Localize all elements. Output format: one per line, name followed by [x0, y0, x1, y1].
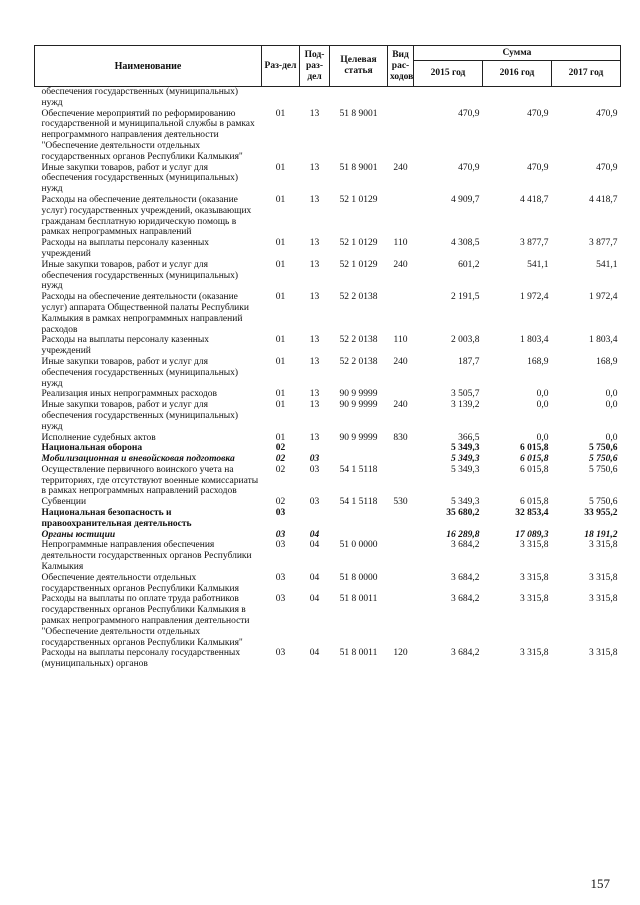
row-razdel: 01	[275, 259, 286, 270]
row-sum-2017: 0,0	[605, 400, 618, 411]
table-row	[35, 497, 621, 508]
row-name: Национальная оборона	[41, 443, 143, 454]
row-target-article	[330, 443, 388, 454]
row-name: Исполнение судебных актов	[41, 432, 156, 443]
row-sum-2015: 3 684,2	[451, 648, 480, 659]
table-row	[35, 433, 621, 444]
row-expense-type: 110	[393, 238, 408, 249]
row-target-article: 51 8 9001	[339, 162, 378, 173]
row-name: Расходы на выплаты по оплате труда работников государственных органов Республики Калмыкия в рамках непрограммного направления деятельности "Обеспечение деятельности отдельных государственных органов Республики Калмыкия"	[41, 594, 250, 648]
row-razdel: 03	[275, 594, 286, 605]
row-sum-2015: 35 680,2	[446, 508, 480, 519]
table-row	[35, 292, 621, 335]
row-sum-2016: 32 853,4	[515, 508, 549, 519]
row-name: Обеспечение деятельности отдельных государственных органов Республики Калмыкия	[41, 572, 239, 594]
row-sum-2015: 470,9	[458, 108, 480, 119]
row-expense-type	[388, 530, 414, 541]
row-razdel: 03	[275, 508, 286, 519]
row-sum-2017: 1 972,4	[589, 292, 618, 303]
row-sum-2017: 4 418,7	[589, 194, 618, 205]
row-sum-2016: 470,9	[527, 162, 549, 173]
row-podrazdel: 13	[309, 292, 320, 303]
row-name: Субвенции	[41, 497, 87, 508]
row-sum-2017: 5 750,6	[589, 497, 618, 508]
row-expense-type	[388, 573, 414, 595]
row-razdel: 02	[275, 464, 286, 475]
header-razdel: Раз-дел	[262, 46, 300, 87]
row-sum-2016: 1 803,4	[520, 335, 549, 346]
row-sum-2017: 18 191,2	[584, 529, 618, 540]
row-razdel: 01	[275, 238, 286, 249]
row-name: Расходы на выплаты персоналу государственных (муниципальных) органов	[41, 648, 241, 670]
row-name: Реализация иных непрограммных расходов	[41, 389, 218, 400]
table-row	[35, 389, 621, 400]
row-sum-2015: 16 289,8	[446, 529, 480, 540]
table-row	[35, 454, 621, 465]
page-number: 157	[590, 876, 610, 891]
row-expense-type	[388, 540, 414, 572]
row-target-article	[330, 530, 388, 541]
row-sum-2016: 3 315,8	[520, 540, 549, 551]
row-expense-type: 240	[393, 356, 408, 367]
row-expense-type: 830	[393, 432, 408, 443]
row-target-article: 51 8 9001	[339, 108, 378, 119]
row-sum-2017: 168,9	[596, 356, 618, 367]
row-target-article: 90 9 9999	[339, 400, 378, 411]
row-target-article: 52 2 0138	[339, 335, 378, 346]
row-name: Расходы на выплаты персоналу казенных учреждений	[41, 335, 210, 357]
table-row	[35, 163, 621, 195]
row-sum-2015: 601,2	[458, 259, 480, 270]
row-sum-2015: 4 308,5	[451, 238, 480, 249]
row-razdel: 03	[275, 529, 286, 540]
row-expense-type: 110	[393, 335, 408, 346]
row-expense-type: 240	[393, 400, 408, 411]
row-razdel: 01	[275, 292, 286, 303]
row-sum-2017: 470,9	[596, 162, 618, 173]
table-row	[35, 573, 621, 595]
row-sum-2016: 6 015,8	[520, 497, 549, 508]
row-podrazdel	[300, 508, 330, 530]
row-sum-2015: 366,5	[458, 432, 480, 443]
row-sum-2016: 3 877,7	[520, 238, 549, 249]
row-razdel: 01	[275, 194, 286, 205]
row-podrazdel: 13	[309, 162, 320, 173]
row-sum-2017: 5 750,6	[589, 443, 618, 454]
row-name: Расходы на обеспечение деятельности (оказание услуг) государственных учреждений, оказывающих гражданам бесплатную юридическую помощь в рамках непрограммных направлений	[41, 194, 252, 238]
table-row	[35, 443, 621, 454]
row-expense-type	[388, 594, 414, 648]
row-sum-2017: 3 315,8	[589, 540, 618, 551]
row-razdel: 01	[275, 389, 286, 400]
row-name: Расходы на выплаты персоналу казенных учреждений	[41, 238, 210, 259]
row-expense-type	[388, 465, 414, 497]
row-podrazdel: 13	[309, 432, 320, 443]
row-razdel: 01	[275, 162, 286, 173]
row-podrazdel: 03	[309, 464, 320, 475]
row-sum-2015: 5 349,3	[451, 464, 480, 475]
row-razdel: 03	[275, 540, 286, 551]
row-sum-2016: 541,1	[527, 259, 549, 270]
row-podrazdel: 13	[309, 194, 320, 205]
row-podrazdel: 13	[309, 389, 320, 400]
table-row	[35, 357, 621, 389]
row-razdel: 02	[275, 454, 286, 465]
row-sum-2017: 3 315,8	[589, 648, 618, 659]
row-expense-type	[388, 454, 414, 465]
row-sum-2017: 5 750,6	[589, 454, 618, 465]
row-sum-2015: 5 349,3	[451, 443, 480, 454]
row-razdel: 03	[275, 572, 286, 583]
header-year-2016: 2016 год	[483, 61, 552, 87]
row-target-article: 51 8 0011	[339, 594, 378, 605]
row-sum-2016: 3 315,8	[520, 572, 549, 583]
row-target-article: 90 9 9999	[339, 432, 378, 443]
table-row	[35, 648, 621, 670]
row-podrazdel	[300, 443, 330, 454]
row-expense-type	[388, 195, 414, 238]
row-sum-2016: 6 015,8	[520, 443, 549, 454]
table-row	[35, 465, 621, 497]
table-row	[35, 195, 621, 238]
row-target-article: 52 2 0138	[339, 356, 378, 367]
row-target-article: 51 8 0000	[339, 572, 378, 583]
row-podrazdel: 04	[309, 572, 320, 583]
row-sum-2017: 3 315,8	[589, 572, 618, 583]
row-razdel: 01	[275, 335, 286, 346]
row-target-article: 51 0 0000	[339, 540, 378, 551]
row-podrazdel: 03	[309, 497, 320, 508]
row-sum-2016: 0,0	[536, 389, 549, 400]
row-sum-2016: 0,0	[536, 432, 549, 443]
row-podrazdel: 13	[309, 259, 320, 270]
row-sum-2015: 470,9	[458, 162, 480, 173]
row-sum-2016: 17 089,3	[515, 529, 549, 540]
row-podrazdel: 04	[309, 540, 320, 551]
row-sum-2015: 5 349,3	[451, 454, 480, 465]
row-expense-type	[388, 87, 414, 109]
row-expense-type	[388, 389, 414, 400]
row-target-article	[330, 454, 388, 465]
row-target-article: 54 1 5118	[339, 464, 378, 475]
row-name: Непрограммные направления обеспечения деятельности государственных органов Республики Калмыкия	[41, 540, 252, 573]
row-sum-2016: 0,0	[536, 400, 549, 411]
row-target-article: 54 1 5118	[339, 497, 378, 508]
budget-table	[34, 45, 621, 670]
row-sum-2015: 2 191,5	[451, 292, 480, 303]
row-name: Национальная безопасность и правоохранительная деятельность	[41, 508, 192, 529]
row-target-article: 52 1 0129	[339, 259, 378, 270]
row-target-article: 52 2 0138	[339, 292, 378, 303]
row-name: Иные закупки товаров, работ и услуг для обеспечения государственных (муниципальных) нужд	[41, 356, 239, 389]
header-expense-type: Вид рас-ходов	[388, 46, 414, 87]
row-sum-2015: 3 505,7	[451, 389, 480, 400]
row-sum-2015	[414, 87, 483, 109]
header-year-2017: 2017 год	[552, 61, 621, 87]
row-sum-2016: 3 315,8	[520, 594, 549, 605]
row-podrazdel: 04	[309, 648, 320, 659]
row-podrazdel: 03	[309, 454, 320, 465]
row-razdel: 01	[275, 108, 286, 119]
row-sum-2015: 3 684,2	[451, 572, 480, 583]
row-sum-2015: 5 349,3	[451, 497, 480, 508]
row-sum-2017: 33 955,2	[584, 508, 618, 519]
row-sum-2017: 541,1	[596, 259, 618, 270]
row-podrazdel	[300, 87, 330, 109]
row-sum-2016: 470,9	[527, 108, 549, 119]
row-razdel: 01	[275, 400, 286, 411]
row-expense-type	[388, 109, 414, 163]
row-sum-2016: 168,9	[527, 356, 549, 367]
header-name: Наименование	[35, 46, 262, 87]
row-sum-2017: 3 315,8	[589, 594, 618, 605]
header-year-2015: 2015 год	[414, 61, 483, 87]
row-razdel: 02	[275, 443, 286, 454]
row-expense-type	[388, 508, 414, 530]
budget-table-page	[34, 45, 620, 670]
table-row	[35, 540, 621, 572]
row-sum-2016: 6 015,8	[520, 464, 549, 475]
row-razdel	[262, 87, 300, 109]
row-razdel: 02	[275, 497, 286, 508]
row-podrazdel: 04	[309, 529, 320, 540]
header-sum: Сумма	[414, 46, 621, 61]
row-sum-2015: 3 684,2	[451, 594, 480, 605]
row-sum-2017: 5 750,6	[589, 464, 618, 475]
row-target-article: 52 1 0129	[339, 194, 378, 205]
row-target-article: 51 8 0011	[339, 648, 378, 659]
table-body	[35, 87, 621, 671]
row-podrazdel: 04	[309, 594, 320, 605]
row-razdel: 03	[275, 648, 286, 659]
row-expense-type: 120	[393, 648, 408, 659]
row-name: Обеспечение мероприятий по реформированию государственной и муниципальной службы в рамках непрограммного направления деятельности "Обеспечение деятельности отдельных государственных органов Республики Калмыкия"	[41, 108, 255, 162]
row-razdel: 01	[275, 356, 286, 367]
table-row	[35, 530, 621, 541]
row-name: Органы юстиции	[41, 529, 116, 540]
table-row	[35, 508, 621, 530]
row-expense-type: 240	[393, 162, 408, 173]
row-expense-type: 240	[393, 259, 408, 270]
row-sum-2017: 0,0	[605, 389, 618, 400]
row-podrazdel: 13	[309, 335, 320, 346]
header-target-article: Целевая статья	[330, 46, 388, 87]
row-sum-2016: 1 972,4	[520, 292, 549, 303]
row-sum-2017: 470,9	[596, 108, 618, 119]
row-target-article	[330, 87, 388, 109]
header-podrazdel: Под-раз-дел	[300, 46, 330, 87]
row-sum-2015: 3 684,2	[451, 540, 480, 551]
row-target-article: 90 9 9999	[339, 389, 378, 400]
row-podrazdel: 13	[309, 400, 320, 411]
row-razdel: 01	[275, 432, 286, 443]
row-name: обеспечения государственных (муниципальных) нужд	[41, 87, 239, 108]
row-expense-type	[388, 292, 414, 335]
row-name: Расходы на обеспечение деятельности (оказание услуг) аппарата Общественной палаты Республики Калмыкия в рамках непрограммных направлений расходов	[41, 292, 249, 335]
row-name: Иные закупки товаров, работ и услуг для обеспечения государственных (муниципальных) нужд	[41, 259, 239, 292]
table-header	[35, 46, 621, 87]
row-sum-2016: 4 418,7	[520, 194, 549, 205]
row-podrazdel: 13	[309, 356, 320, 367]
table-row	[35, 238, 621, 260]
table-row	[35, 260, 621, 292]
row-sum-2016	[483, 87, 552, 109]
table-row	[35, 594, 621, 648]
row-sum-2017	[552, 87, 621, 109]
table-row	[35, 335, 621, 357]
table-row	[35, 400, 621, 432]
row-sum-2017: 0,0	[605, 432, 618, 443]
row-name: Осуществление первичного воинского учета на территориях, где отсутствуют военные комиссариаты в рамках непрограммных направлений расходов	[41, 464, 259, 497]
row-podrazdel: 13	[309, 108, 320, 119]
row-expense-type	[388, 443, 414, 454]
row-sum-2015: 3 139,2	[451, 400, 480, 411]
row-sum-2015: 2 003,8	[451, 335, 480, 346]
row-target-article: 52 1 0129	[339, 238, 378, 249]
table-row	[35, 109, 621, 163]
row-expense-type: 530	[393, 497, 408, 508]
row-name: Иные закупки товаров, работ и услуг для обеспечения государственных (муниципальных) нужд	[41, 162, 239, 195]
row-sum-2015: 187,7	[458, 356, 480, 367]
row-sum-2016: 3 315,8	[520, 648, 549, 659]
row-sum-2016: 6 015,8	[520, 454, 549, 465]
row-sum-2015: 4 909,7	[451, 194, 480, 205]
row-podrazdel: 13	[309, 238, 320, 249]
row-name: Мобилизационная и вневойсковая подготовка	[41, 454, 235, 465]
row-target-article	[330, 508, 388, 530]
row-name: Иные закупки товаров, работ и услуг для обеспечения государственных (муниципальных) нужд	[41, 400, 239, 432]
row-sum-2017: 3 877,7	[589, 238, 618, 249]
table-row	[35, 87, 621, 109]
row-sum-2017: 1 803,4	[589, 335, 618, 346]
